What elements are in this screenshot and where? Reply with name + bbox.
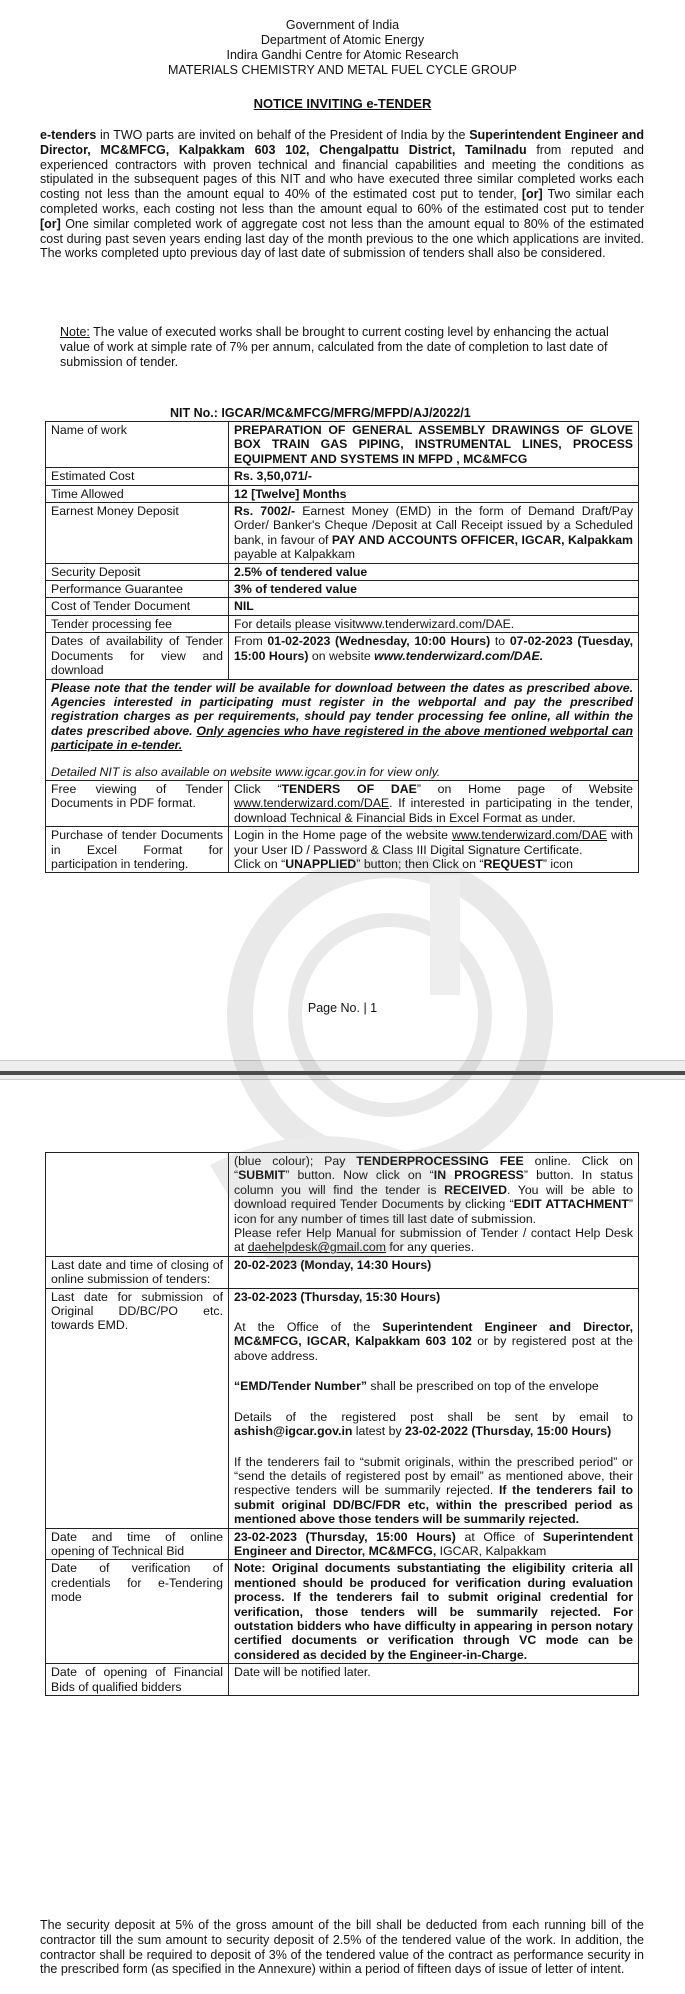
orig-p1-c: or by registered post at the above address.	[234, 1334, 634, 1363]
orig-p3-c: latest by	[352, 1424, 406, 1439]
dates-on-website: on website	[308, 648, 375, 663]
table-row	[46, 827, 639, 873]
name-of-work-value: PREPARATION OF GENERAL ASSEMBLY DRAWINGS OF GLOVE BOX TRAIN GAS PIPING, INSTRUMENTAL LINES, PROCESS EQUIPMENT AND SYSTEMS IN MFPD , MC&MFCG	[229, 422, 639, 468]
dates-from: From	[234, 634, 268, 649]
intro-text-3: Two similar each completed works, each costing not less than the amount equal to 60% of the estimated cost put to tender	[40, 187, 644, 216]
purchase-unapplied: UNAPPLIED	[285, 856, 357, 871]
emd-label: Earnest Money Deposit	[46, 503, 229, 564]
free-website-link[interactable]: www.tenderwizard.com/DAE	[234, 796, 390, 811]
table-row	[46, 1256, 639, 1288]
free-text-2: . If interested in participating in the tender, download Technical & Financial Bids in Excel Format as under.	[234, 796, 633, 825]
financial-bid-value: Date will be notified later.	[229, 1664, 639, 1696]
page-separator	[0, 1060, 685, 1080]
availability-dates-label: Dates of availability of Tender Documents for view and download	[46, 633, 229, 679]
document-page-2	[0, 1080, 685, 1994]
cont-text-n: for any queries.	[385, 1240, 475, 1255]
processing-fee-label: Tender processing fee	[46, 615, 229, 632]
notice-title: NOTICE INVITING e-TENDER	[253, 96, 432, 111]
cont-text-k: ” icon for any number of times till last date of submission.	[234, 1197, 634, 1226]
purchase-website-link[interactable]: www.tenderwizard.com/DAE	[451, 828, 608, 843]
cont-text-e: ” button. Now click on “	[285, 1168, 434, 1183]
header-group: MATERIALS CHEMISTRY AND METAL FUEL CYCLE GROUP	[168, 63, 517, 77]
orig-p4-a: If the tenderers fail to “submit originals, within the prescribed period” or “send the details of registered post by email” as mentioned above, their respective tenders will be summarily rejected.	[234, 1454, 633, 1498]
table-row	[46, 1560, 639, 1664]
original-emd-envelope	[234, 1379, 633, 1393]
letterhead	[0, 18, 685, 112]
tender-schedule-table	[45, 1152, 639, 1696]
estimated-cost-value: Rs. 3,50,071/-	[229, 468, 639, 485]
performance-guarantee-value: 3% of tendered value	[229, 581, 639, 598]
original-emd-rejection	[234, 1455, 633, 1527]
cont-in-progress: IN PROGRESS	[433, 1168, 524, 1183]
orig-p2-b: shall be prescribed on top of the envelope	[367, 1379, 599, 1394]
tech-place: IGCAR, Kalpakkam	[436, 1543, 547, 1558]
original-emd-email	[234, 1410, 633, 1439]
closing-date-value: 20-02-2023 (Monday, 14:30 Hours)	[229, 1256, 639, 1288]
purchase-value	[229, 827, 639, 873]
table-row	[46, 468, 639, 485]
continued-label-cell	[46, 1153, 229, 1257]
tender-details-table	[45, 421, 639, 873]
performance-guarantee-label: Performance Guarantee	[46, 581, 229, 598]
please-note-underlined: Only agencies who have registered in the above mentioned webportal can participate in e-tender.	[51, 723, 633, 753]
orig-p2-a: “EMD/Tender Number”	[234, 1379, 368, 1394]
table-row	[46, 563, 639, 580]
tech-at: at Office of	[455, 1529, 543, 1544]
intro-text-2: from reputed and experienced contractors with proven technical and financial capabilities and meeting the conditions as stipulated in the subsequent pages of this NIT and who have executed three similar completed works each costing not less than the amount equal to 40% of the estimated cost put to tender,	[40, 142, 644, 202]
intro-text-1: in TWO parts are invited on behalf of the President of India by the	[96, 128, 470, 142]
please-note-cell	[46, 679, 639, 780]
security-deposit-paragraph: The security deposit at 5% of the gross amount of the bill shall be deducted from each running bill of the contractor till the sum amount to security deposit of 2.5% of the tendered value of the work. In addition, the contractor shall be required to deposit of 3% of the tendered value of the contract as performance security in the prescribed form (as specified in the Annexure) within a period of fifteen days of issue of letter of intent.	[40, 1918, 644, 1977]
page-separator-bar	[0, 1071, 685, 1075]
intro-or-1: [or]	[521, 187, 543, 202]
cont-edit-attachment: EDIT ATTACHMENT	[513, 1197, 629, 1212]
table-row	[46, 503, 639, 564]
original-emd-date: 23-02-2023 (Thursday, 15:30 Hours)	[234, 1289, 441, 1304]
table-row	[46, 1664, 639, 1696]
original-emd-label: Last date for submission of Original DD/BC/PO etc. towards EMD.	[46, 1288, 229, 1528]
purchase-request: REQUEST	[483, 856, 543, 871]
verification-label: Date of verification of credentials for e-Tendering mode	[46, 1560, 229, 1664]
cont-help-text: Please refer Help Manual for submission of Tender / contact Help Desk at	[234, 1226, 633, 1255]
helpdesk-email-link[interactable]: daehelpdesk@gmail.com	[247, 1240, 386, 1255]
intro-paragraph	[40, 128, 644, 261]
note-paragraph	[60, 325, 628, 369]
table-row	[46, 581, 639, 598]
tech-date: 23-02-2023 (Thursday, 15:00 Hours)	[234, 1529, 456, 1544]
purchase-icon-text: ” icon	[542, 856, 573, 871]
free-tenders-of-dae[interactable]: TENDERS OF DAE	[281, 781, 417, 796]
verification-value: Note: Original documents substantiating the eligibility criteria all mentioned should be produced for verification during evaluation process. If the tenderers fail to submit original credential for verification, those tenders will be summarily rejected. For outstation bidders who have difficulty in appearing in person notary certified documents or verification through VC mode can be considered as decided by the Engineer-in-Charge.	[229, 1560, 639, 1664]
note-text: The value of executed works shall be brought to current costing level by enhancing the actual value of work at simple rate of 7% per annum, calculated from the date of completion to last date of submission of tender.	[60, 325, 609, 369]
orig-p4-b: If the tenderers fail to submit original DD/BC/FDR etc, within the prescribed period as mentioned above those tenders will be summarily rejected.	[234, 1483, 634, 1527]
free-viewing-label: Free viewing of Tender Documents in PDF format.	[46, 780, 229, 826]
purchase-label: Purchase of tender Documents in Excel Format for participation in tendering.	[46, 827, 229, 873]
processing-fee-value: For details please visitwww.tenderwizard.com/DAE.	[229, 615, 639, 632]
page-number: Page No. | 1	[307, 1001, 378, 1015]
table-row	[46, 422, 639, 468]
emd-payee: PAY AND ACCOUNTS OFFICER, IGCAR, Kalpakkam	[331, 532, 633, 547]
original-emd-value	[229, 1288, 639, 1528]
orig-email-link[interactable]: ashish@igcar.gov.in	[234, 1424, 353, 1439]
header-department: Department of Atomic Energy	[260, 33, 425, 47]
cont-submit: SUBMIT	[238, 1168, 286, 1183]
name-of-work-label: Name of work	[46, 422, 229, 468]
orig-p3-a: Details of the registered post shall be sent by email to	[234, 1409, 633, 1424]
free-click: Click “	[234, 781, 282, 796]
table-row	[46, 485, 639, 502]
dates-start: 01-02-2023 (Wednesday, 10:00 Hours)	[267, 634, 491, 649]
table-row	[46, 598, 639, 615]
orig-p1-b: Superintendent Engineer and Director, MC&MFCG, IGCAR, Kalpakkam 603 102	[234, 1320, 633, 1349]
dates-website-link[interactable]: www.tenderwizard.com/DAE.	[374, 648, 544, 663]
table-row	[46, 615, 639, 632]
cost-of-tender-value: NIL	[229, 598, 639, 615]
cont-text-a: (blue colour); Pay	[234, 1154, 357, 1168]
nit-number: NIT No.: IGCAR/MC&MFCG/MFRG/MFPD/AJ/2022/1	[170, 406, 471, 420]
emd-text: Earnest Money (EMD) in the form of Demand Draft/Pay Order/ Banker's Cheque /Deposit at Call Receipt issued by a Scheduled bank, in favour of	[234, 504, 633, 547]
intro-or-2: [or]	[40, 216, 61, 231]
purchase-then: ” button; then Click on “	[356, 856, 484, 871]
purchase-click: Click on “	[234, 856, 286, 871]
original-emd-office	[234, 1320, 633, 1363]
time-allowed-value: 12 [Twelve] Months	[229, 485, 639, 502]
purchase-text: Login in the Home page of the website	[234, 828, 452, 843]
continued-instructions	[229, 1153, 639, 1257]
free-text: ” on Home page of Website	[416, 781, 634, 796]
table-row	[46, 1288, 639, 1528]
security-deposit-value: 2.5% of tendered value	[229, 563, 639, 580]
security-deposit-label: Security Deposit	[46, 563, 229, 580]
availability-dates-value	[229, 633, 639, 679]
purchase-text-2: with your User ID / Password & Class III Digital Signature Certificate.	[234, 828, 633, 857]
emd-amount: Rs. 7002/-	[234, 504, 296, 519]
technical-bid-value	[229, 1528, 639, 1560]
tech-office: Superintendent Engineer and Director, MC&MFCG,	[234, 1529, 633, 1558]
note-label: Note:	[60, 325, 90, 339]
closing-date-label: Last date and time of closing of online submission of tenders:	[46, 1256, 229, 1288]
dates-end: 07-02-2023 (Tuesday, 15:00 Hours)	[234, 634, 634, 663]
header-centre: Indira Gandhi Centre for Atomic Research	[226, 48, 459, 62]
cont-text-i: . You will be able to download required Tender Documents by clicking “	[234, 1182, 633, 1212]
financial-bid-label: Date of opening of Financial Bids of qualified bidders	[46, 1664, 229, 1696]
cont-text-g: ” button. In status column you will find the tender is	[234, 1168, 633, 1197]
emd-value	[229, 503, 639, 564]
cont-received: RECEIVED	[444, 1182, 507, 1197]
intro-authority: Superintendent Engineer and Director, MC&MFCG, Kalpakkam 603 102, Chengalpattu District, Tamilnadu	[40, 128, 645, 157]
cont-processing-fee: TENDERPROCESSING FEE	[356, 1154, 524, 1168]
intro-etenders: e-tenders	[40, 128, 97, 142]
please-note-text: Please note that the tender will be available for download between the dates as prescribed above. Agencies interested in participating must register in the webportal and pay the prescribed registration charges as per requirements, should pay tender processing fee online, all within the dates prescribed above.	[51, 680, 633, 738]
table-row	[46, 1528, 639, 1560]
table-row	[46, 679, 639, 780]
intro-text-4: One similar completed work of aggregate cost not less than the amount equal to 80% of the estimated cost during past seven years ending last day of the month previous to the one which applications are invited. The works completed upto previous day of last date of submission of tenders shall also be considered.	[40, 216, 644, 261]
free-viewing-value	[229, 780, 639, 826]
table-row	[46, 1153, 639, 1257]
orig-p1-a: At the Office of the	[234, 1320, 383, 1335]
header-government: Government of India	[285, 18, 400, 32]
cost-of-tender-label: Cost of Tender Document	[46, 598, 229, 615]
dates-to: to	[490, 634, 510, 649]
orig-p3-d: 23-02-2022 (Thursday, 15:00 Hours)	[405, 1424, 612, 1439]
detailed-nit-text: Detailed NIT is also available on website www.igcar.gov.in for view only.	[51, 764, 441, 779]
technical-bid-label: Date and time of online opening of Technical Bid	[46, 1528, 229, 1560]
table-row	[46, 633, 639, 679]
table-row	[46, 780, 639, 826]
cont-text-c: online. Click on “	[234, 1154, 633, 1183]
time-allowed-label: Time Allowed	[46, 485, 229, 502]
emd-payable: payable at Kalpakkam	[234, 547, 355, 562]
estimated-cost-label: Estimated Cost	[46, 468, 229, 485]
